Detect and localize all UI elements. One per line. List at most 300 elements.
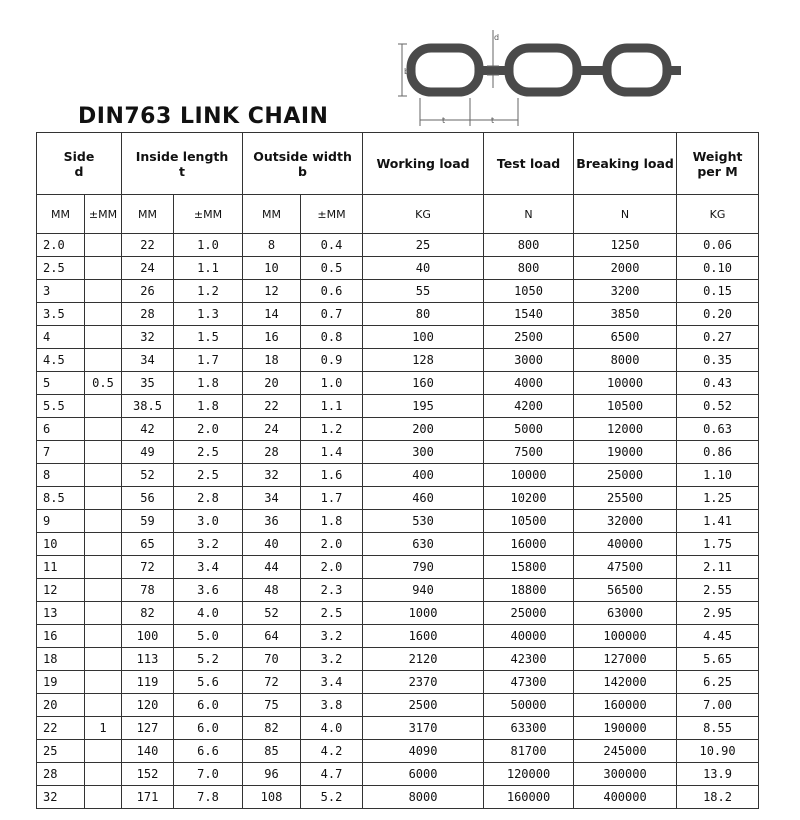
table-cell: 1600 (363, 625, 484, 648)
table-cell: 1.1 (301, 395, 363, 418)
label-d: d (494, 33, 500, 42)
header-weight: Weight per M (677, 133, 759, 195)
table-cell: 120 (122, 694, 174, 717)
table-cell: 2500 (484, 326, 574, 349)
table-cell: 35 (122, 372, 174, 395)
table-cell: 3000 (484, 349, 574, 372)
table-cell: 18.2 (677, 786, 759, 809)
table-cell: 1.25 (677, 487, 759, 510)
table-cell: 3 (37, 280, 85, 303)
table-cell: 38.5 (122, 395, 174, 418)
table-cell (85, 579, 122, 602)
table-cell: 47500 (574, 556, 677, 579)
table-cell: 7500 (484, 441, 574, 464)
table-row (37, 579, 759, 602)
table-cell: 127 (122, 717, 174, 740)
table-cell: 25500 (574, 487, 677, 510)
table-cell: 32 (243, 464, 301, 487)
table-cell: 4.7 (301, 763, 363, 786)
table-cell: 47300 (484, 671, 574, 694)
table-cell: 32 (37, 786, 85, 809)
table-row (37, 326, 759, 349)
table-cell: 4.2 (301, 740, 363, 763)
table-cell: 7 (37, 441, 85, 464)
unit-cell: KG (677, 195, 759, 234)
table-cell: 3850 (574, 303, 677, 326)
table-cell: 4.0 (301, 717, 363, 740)
table-cell: 800 (484, 257, 574, 280)
table-cell: 530 (363, 510, 484, 533)
table-cell: 4 (37, 326, 85, 349)
table-cell: 2.5 (174, 441, 243, 464)
table-cell: 12 (37, 579, 85, 602)
table-cell: 6500 (574, 326, 677, 349)
table-cell: 12000 (574, 418, 677, 441)
table-cell: 6.0 (174, 694, 243, 717)
table-cell: 7.00 (677, 694, 759, 717)
table-cell: 1.2 (301, 418, 363, 441)
table-cell: 15800 (484, 556, 574, 579)
table-cell (85, 671, 122, 694)
table-cell: 65 (122, 533, 174, 556)
table-cell: 40 (243, 533, 301, 556)
table-cell: 1.4 (301, 441, 363, 464)
header-breaking-load: Breaking load (574, 133, 677, 195)
table-cell: 40 (363, 257, 484, 280)
table-row (37, 441, 759, 464)
table-row (37, 372, 759, 395)
table-cell: 300 (363, 441, 484, 464)
table-cell: 63300 (484, 717, 574, 740)
table-cell: 790 (363, 556, 484, 579)
table-cell: 0.9 (301, 349, 363, 372)
table-cell: 36 (243, 510, 301, 533)
table-cell: 2.55 (677, 579, 759, 602)
table-cell: 56500 (574, 579, 677, 602)
table-cell: 2500 (363, 694, 484, 717)
table-cell (85, 349, 122, 372)
unit-cell: MM (122, 195, 174, 234)
chain-links-icon (411, 48, 681, 92)
table-cell: 19 (37, 671, 85, 694)
table-cell (85, 280, 122, 303)
table-cell: 3170 (363, 717, 484, 740)
table-cell: 42 (122, 418, 174, 441)
table-cell: 25 (37, 740, 85, 763)
table-cell: 5.5 (37, 395, 85, 418)
table-cell (85, 418, 122, 441)
table-cell: 18 (37, 648, 85, 671)
header-test-load: Test load (484, 133, 574, 195)
table-cell: 0.20 (677, 303, 759, 326)
table-cell: 22 (243, 395, 301, 418)
table-cell: 1.1 (174, 257, 243, 280)
table-cell: 10.90 (677, 740, 759, 763)
table-cell: 5.2 (301, 786, 363, 809)
table-cell: 1.6 (301, 464, 363, 487)
table-row (37, 510, 759, 533)
table-row (37, 487, 759, 510)
table-cell: 1050 (484, 280, 574, 303)
table-cell: 100000 (574, 625, 677, 648)
table-cell: 2.0 (301, 533, 363, 556)
table-row (37, 786, 759, 809)
table-cell: 8.55 (677, 717, 759, 740)
table-cell (85, 602, 122, 625)
table-cell: 10000 (484, 464, 574, 487)
table-row (37, 303, 759, 326)
label-t1: t (442, 116, 446, 125)
header-working-load: Working load (363, 133, 484, 195)
table-cell: 34 (243, 487, 301, 510)
table-cell: 800 (484, 234, 574, 257)
table-cell: 52 (122, 464, 174, 487)
table-cell: 8.5 (37, 487, 85, 510)
table-cell: 0.52 (677, 395, 759, 418)
table-cell: 96 (243, 763, 301, 786)
table-cell: 70 (243, 648, 301, 671)
table-cell (85, 786, 122, 809)
table-cell: 1 (85, 717, 122, 740)
table-cell: 80 (363, 303, 484, 326)
table-cell: 8000 (574, 349, 677, 372)
table-cell: 0.10 (677, 257, 759, 280)
table-cell: 142000 (574, 671, 677, 694)
table-cell: 20 (243, 372, 301, 395)
table-row (37, 625, 759, 648)
table-cell: 3.6 (174, 579, 243, 602)
table-cell: 127000 (574, 648, 677, 671)
table-cell (85, 533, 122, 556)
table-cell: 1.8 (174, 372, 243, 395)
table-cell (85, 740, 122, 763)
unit-cell: MM (37, 195, 85, 234)
table-cell: 200 (363, 418, 484, 441)
table-cell: 82 (243, 717, 301, 740)
table-cell: 72 (122, 556, 174, 579)
unit-cell: N (574, 195, 677, 234)
table-cell: 2.5 (37, 257, 85, 280)
table-cell: 400000 (574, 786, 677, 809)
table-cell: 10200 (484, 487, 574, 510)
unit-cell: ±MM (174, 195, 243, 234)
table-cell: 25 (363, 234, 484, 257)
table-cell: 12 (243, 280, 301, 303)
table-cell: 6.25 (677, 671, 759, 694)
table-cell: 940 (363, 579, 484, 602)
table-cell (85, 234, 122, 257)
table-cell: 4000 (484, 372, 574, 395)
table-cell: 1540 (484, 303, 574, 326)
table-cell: 1000 (363, 602, 484, 625)
table-row (37, 602, 759, 625)
table-cell: 630 (363, 533, 484, 556)
table-cell: 16 (243, 326, 301, 349)
table-cell: 0.27 (677, 326, 759, 349)
table-cell (85, 510, 122, 533)
table-cell: 10000 (574, 372, 677, 395)
table-cell: 59 (122, 510, 174, 533)
table-cell: 0.5 (85, 372, 122, 395)
table-row (37, 464, 759, 487)
table-cell: 2370 (363, 671, 484, 694)
table-cell: 1.5 (174, 326, 243, 349)
table-cell: 6 (37, 418, 85, 441)
table-cell: 100 (122, 625, 174, 648)
table-cell: 190000 (574, 717, 677, 740)
table-row (37, 349, 759, 372)
table-cell (85, 257, 122, 280)
table-cell: 1.0 (301, 372, 363, 395)
table-cell: 160000 (574, 694, 677, 717)
table-cell: 2000 (574, 257, 677, 280)
table-cell: 81700 (484, 740, 574, 763)
table-cell: 2.5 (301, 602, 363, 625)
table-cell: 3.8 (301, 694, 363, 717)
table-cell: 128 (363, 349, 484, 372)
header-inside-length: Inside length t (122, 133, 243, 195)
table-cell: 400 (363, 464, 484, 487)
table-cell: 8 (243, 234, 301, 257)
table-cell: 0.86 (677, 441, 759, 464)
table-cell: 1.41 (677, 510, 759, 533)
table-cell: 300000 (574, 763, 677, 786)
table-cell: 1.0 (174, 234, 243, 257)
table-cell: 460 (363, 487, 484, 510)
table-cell: 6.6 (174, 740, 243, 763)
table-cell: 28 (122, 303, 174, 326)
header-side: Side d (37, 133, 122, 195)
table-cell: 9 (37, 510, 85, 533)
table-cell: 5000 (484, 418, 574, 441)
table-cell: 10500 (574, 395, 677, 418)
table-cell: 4.45 (677, 625, 759, 648)
table-row (37, 763, 759, 786)
table-cell: 42300 (484, 648, 574, 671)
table-cell: 5.65 (677, 648, 759, 671)
table-cell: 10 (37, 533, 85, 556)
table-cell: 1.10 (677, 464, 759, 487)
table-cell: 22 (122, 234, 174, 257)
table-cell: 18 (243, 349, 301, 372)
table-cell: 20 (37, 694, 85, 717)
table-cell: 7.0 (174, 763, 243, 786)
table-cell: 49 (122, 441, 174, 464)
table-cell: 56 (122, 487, 174, 510)
table-cell (85, 625, 122, 648)
header-outside-width: Outside width b (243, 133, 363, 195)
table-cell: 119 (122, 671, 174, 694)
table-cell: 48 (243, 579, 301, 602)
table-cell: 78 (122, 579, 174, 602)
table-cell: 19000 (574, 441, 677, 464)
table-row (37, 671, 759, 694)
table-cell: 108 (243, 786, 301, 809)
table-cell: 44 (243, 556, 301, 579)
table-cell: 28 (37, 763, 85, 786)
table-cell: 32 (122, 326, 174, 349)
table-row (37, 533, 759, 556)
table-cell: 0.4 (301, 234, 363, 257)
table-cell: 75 (243, 694, 301, 717)
table-cell: 195 (363, 395, 484, 418)
table-cell (85, 694, 122, 717)
table-cell (85, 326, 122, 349)
table-cell: 171 (122, 786, 174, 809)
table-row (37, 257, 759, 280)
units-row (37, 195, 759, 234)
table-cell: 25000 (574, 464, 677, 487)
table-cell: 18800 (484, 579, 574, 602)
table-cell (85, 648, 122, 671)
table-cell: 64 (243, 625, 301, 648)
unit-cell: N (484, 195, 574, 234)
table-cell: 0.06 (677, 234, 759, 257)
table-cell: 3.2 (301, 625, 363, 648)
table-cell: 0.63 (677, 418, 759, 441)
table-cell: 5 (37, 372, 85, 395)
table-row (37, 280, 759, 303)
table-cell: 1.7 (301, 487, 363, 510)
table-cell: 0.15 (677, 280, 759, 303)
table-cell: 2.5 (174, 464, 243, 487)
table-cell: 0.35 (677, 349, 759, 372)
table-row (37, 234, 759, 257)
table-cell: 1.75 (677, 533, 759, 556)
table-cell: 2.11 (677, 556, 759, 579)
table-cell: 16000 (484, 533, 574, 556)
table-row (37, 556, 759, 579)
table-cell: 26 (122, 280, 174, 303)
table-cell: 25000 (484, 602, 574, 625)
table-cell: 8000 (363, 786, 484, 809)
table-cell: 2.95 (677, 602, 759, 625)
table-cell: 3.5 (37, 303, 85, 326)
table-cell: 55 (363, 280, 484, 303)
table-cell: 152 (122, 763, 174, 786)
table-cell: 4200 (484, 395, 574, 418)
table-cell: 120000 (484, 763, 574, 786)
table-cell: 100 (363, 326, 484, 349)
table-cell: 24 (122, 257, 174, 280)
table-cell: 3.4 (174, 556, 243, 579)
table-cell: 2120 (363, 648, 484, 671)
table-cell: 6000 (363, 763, 484, 786)
table-row (37, 717, 759, 740)
table-cell: 4.5 (37, 349, 85, 372)
table-cell: 160000 (484, 786, 574, 809)
table-cell: 22 (37, 717, 85, 740)
table-cell: 2.8 (174, 487, 243, 510)
chain-spec-table (36, 132, 759, 809)
table-cell: 0.6 (301, 280, 363, 303)
table-cell: 4090 (363, 740, 484, 763)
table-cell (85, 556, 122, 579)
table-cell: 40000 (574, 533, 677, 556)
table-cell: 16 (37, 625, 85, 648)
table-cell: 14 (243, 303, 301, 326)
table-cell (85, 487, 122, 510)
table-cell: 4.0 (174, 602, 243, 625)
table-cell (85, 441, 122, 464)
table-row (37, 740, 759, 763)
table-cell: 5.6 (174, 671, 243, 694)
unit-cell: KG (363, 195, 484, 234)
label-b: b (404, 67, 410, 76)
table-cell: 52 (243, 602, 301, 625)
table-cell: 2.0 (37, 234, 85, 257)
table-cell: 1.2 (174, 280, 243, 303)
table-cell: 6.0 (174, 717, 243, 740)
table-row (37, 694, 759, 717)
unit-cell: MM (243, 195, 301, 234)
table-cell: 72 (243, 671, 301, 694)
table-cell (85, 763, 122, 786)
table-cell: 82 (122, 602, 174, 625)
table-cell: 160 (363, 372, 484, 395)
table-cell: 34 (122, 349, 174, 372)
table-cell: 24 (243, 418, 301, 441)
header-row (37, 133, 759, 195)
table-cell: 2.0 (301, 556, 363, 579)
table-cell: 3.2 (174, 533, 243, 556)
table-cell (85, 464, 122, 487)
table-cell: 113 (122, 648, 174, 671)
table-cell: 63000 (574, 602, 677, 625)
table-cell: 1.8 (174, 395, 243, 418)
table-cell: 5.0 (174, 625, 243, 648)
table-cell: 85 (243, 740, 301, 763)
table-cell: 2.3 (301, 579, 363, 602)
table-cell: 3.4 (301, 671, 363, 694)
table-row (37, 418, 759, 441)
label-t2: t (491, 116, 495, 125)
chain-diagram (393, 26, 683, 130)
table-cell: 0.7 (301, 303, 363, 326)
table-cell (85, 303, 122, 326)
table-cell: 3.2 (301, 648, 363, 671)
table-cell: 1.3 (174, 303, 243, 326)
table-cell: 1.7 (174, 349, 243, 372)
table-cell: 10 (243, 257, 301, 280)
table-cell: 140 (122, 740, 174, 763)
table-cell: 0.8 (301, 326, 363, 349)
table-cell: 2.0 (174, 418, 243, 441)
table-cell: 50000 (484, 694, 574, 717)
table-cell: 1250 (574, 234, 677, 257)
table-cell: 5.2 (174, 648, 243, 671)
table-row (37, 395, 759, 418)
table-cell: 10500 (484, 510, 574, 533)
table-cell: 7.8 (174, 786, 243, 809)
table-cell: 11 (37, 556, 85, 579)
table-row (37, 648, 759, 671)
table-cell: 0.5 (301, 257, 363, 280)
table-cell: 3.0 (174, 510, 243, 533)
table-cell: 3200 (574, 280, 677, 303)
table-cell: 40000 (484, 625, 574, 648)
table-cell: 8 (37, 464, 85, 487)
unit-cell: ±MM (85, 195, 122, 234)
page-title: DIN763 LINK CHAIN (78, 104, 329, 129)
table-cell: 245000 (574, 740, 677, 763)
table-cell: 32000 (574, 510, 677, 533)
table-cell: 0.43 (677, 372, 759, 395)
table-cell: 1.8 (301, 510, 363, 533)
table-cell: 28 (243, 441, 301, 464)
table-cell (85, 395, 122, 418)
table-cell: 13.9 (677, 763, 759, 786)
